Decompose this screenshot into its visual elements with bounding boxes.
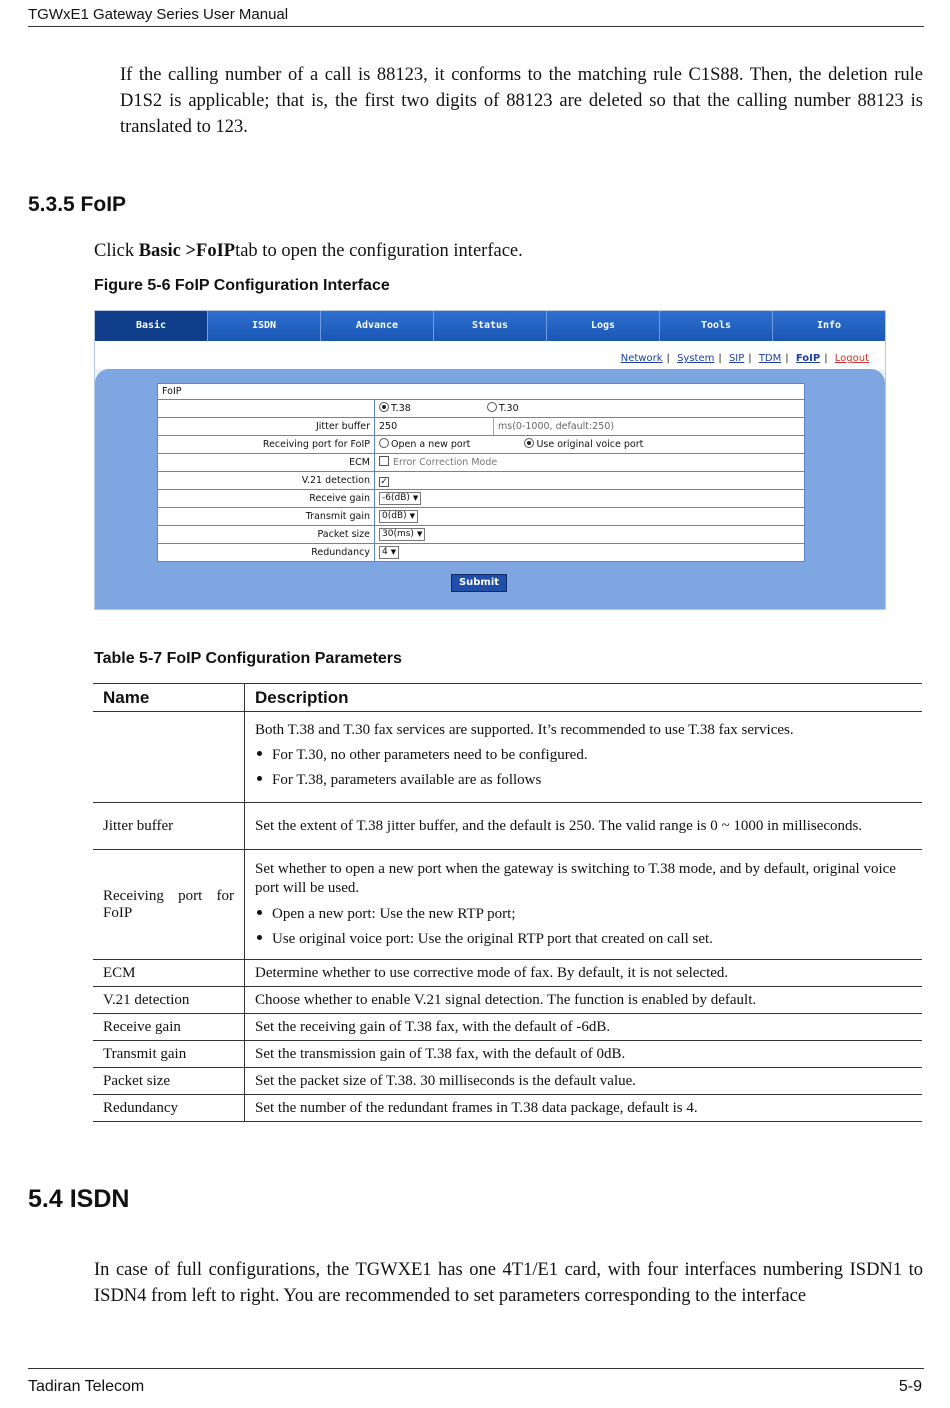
param-desc: Set the number of the redundant frames in T.38 data package, default is 4. [245, 1095, 923, 1122]
param-desc-bullet: Use original voice port: Use the original RTP port that created on call set. [272, 930, 713, 947]
chevron-down-icon: ▼ [390, 548, 397, 556]
sublink-network[interactable]: Network [620, 353, 663, 364]
param-desc: Set whether to open a new port when the gateway is switching to T.38 mode, and by default, original voice port will be used. [255, 860, 896, 896]
footer-company: Tadiran Telecom [28, 1378, 145, 1395]
t38-label: T.38 [391, 403, 411, 414]
param-desc: Set the receiving gain of T.38 fax, with the default of -6dB. [245, 1014, 923, 1041]
section-heading-isdn: 5.4 ISDN [28, 1185, 130, 1213]
table-row [93, 1041, 922, 1068]
tab-advance[interactable]: Advance [321, 311, 434, 341]
param-name: Jitter buffer [93, 803, 245, 850]
foip-config-screenshot [94, 310, 886, 610]
packet-size-row [158, 526, 804, 544]
foip-box-title: FoIP [158, 384, 804, 400]
open-new-port-radio[interactable] [379, 438, 389, 448]
packet-size-select[interactable]: 30(ms) ▼ [379, 528, 425, 541]
table-row [93, 1014, 922, 1041]
section-heading-foip: 5.3.5 FoIP [28, 193, 127, 216]
isdn-paragraph: In case of full configurations, the TGWXE1 has one 4T1/E1 card, with four interfaces numbering ISDN1 to ISDN4 from left to right. You are recommended to set parameters corresponding to the interface [94, 1260, 923, 1306]
param-name: V.21 detection [93, 987, 245, 1014]
param-desc: Set the packet size of T.38. 30 milliseconds is the default value. [245, 1068, 923, 1095]
submit-button[interactable]: Submit [451, 574, 507, 592]
bullet-icon [257, 935, 262, 940]
v21-row [158, 472, 804, 490]
transmit-gain-label: Transmit gain [158, 508, 375, 525]
tab-logs[interactable]: Logs [547, 311, 660, 341]
open-new-port-label: Open a new port [391, 439, 471, 450]
use-original-port-radio[interactable] [524, 438, 534, 448]
tab-tools[interactable]: Tools [660, 311, 773, 341]
redundancy-select[interactable]: 4 ▼ [379, 546, 399, 559]
content-panel [95, 369, 885, 609]
param-name: Receiving port for FoIP [93, 850, 245, 960]
instruction-prefix: Click [94, 241, 139, 261]
param-desc-bullet: Open a new port: Use the new RTP port; [272, 905, 516, 922]
t30-radio[interactable] [487, 402, 497, 412]
intro-paragraph: If the calling number of a call is 88123, it conforms to the matching rule C1S88. Then, the deletion rule D1S2 is applicable; that is, the first two digits of 88123 are deleted so that the calling number 88123 is translated to 123. [120, 65, 923, 137]
instruction-paragraph [94, 238, 914, 264]
receiving-port-label: Receiving port for FoIP [158, 436, 375, 453]
table-row [93, 987, 922, 1014]
footer-rule [28, 1368, 924, 1369]
bullet-icon [257, 751, 262, 756]
tab-isdn[interactable]: ISDN [208, 311, 321, 341]
table-header-row [93, 684, 922, 712]
sub-nav-links [621, 353, 869, 364]
param-desc-bullet: For T.38, parameters available are as follows [272, 771, 542, 788]
foip-parameters-table [93, 683, 922, 1122]
jitter-buffer-row [158, 418, 804, 436]
t30-label: T.30 [498, 403, 519, 414]
sublink-separator: | [748, 353, 752, 364]
t38-radio[interactable] [379, 402, 389, 412]
instruction-path: Basic >FoIP [138, 241, 236, 261]
sublink-sip[interactable]: SIP [728, 353, 745, 364]
bullet-icon [257, 910, 262, 915]
redundancy-row [158, 544, 804, 561]
top-nav-bar [95, 311, 885, 341]
transmit-gain-select[interactable]: 0(dB) ▼ [379, 510, 418, 523]
chevron-down-icon: ▼ [416, 530, 423, 538]
receive-gain-row [158, 490, 804, 508]
receive-gain-select[interactable]: -6(dB) ▼ [379, 492, 421, 505]
param-name: Receive gain [93, 1014, 245, 1041]
table-row [93, 850, 922, 960]
tab-status[interactable]: Status [434, 311, 547, 341]
packet-size-label: Packet size [158, 526, 375, 543]
table-row [93, 1068, 922, 1095]
receive-gain-label: Receive gain [158, 490, 375, 507]
v21-checkbox[interactable]: ✓ [380, 477, 388, 487]
sublink-system[interactable]: System [677, 353, 715, 364]
jitter-buffer-input[interactable]: 250 [379, 418, 494, 435]
ecm-checkbox[interactable] [379, 456, 389, 466]
param-name: Transmit gain [93, 1041, 245, 1068]
transmit-gain-row [158, 508, 804, 526]
figure-caption: Figure 5-6 FoIP Configuration Interface [94, 277, 390, 294]
use-original-port-label: Use original voice port [536, 439, 644, 450]
sublink-logout[interactable]: Logout [834, 353, 869, 364]
table-row [93, 803, 922, 850]
instruction-suffix: tab to open the configuration interface. [235, 241, 523, 261]
sublink-separator: | [718, 353, 722, 364]
jitter-buffer-label: Jitter buffer [158, 418, 375, 435]
page-number: 5-9 [898, 1378, 922, 1395]
sub-nav-bar [95, 341, 885, 369]
param-name: Redundancy [93, 1095, 245, 1122]
column-header-name: Name [93, 684, 245, 712]
table-row [93, 960, 922, 987]
param-desc: Set the transmission gain of T.38 fax, with the default of 0dB. [245, 1041, 923, 1068]
param-desc: Choose whether to enable V.21 signal detection. The function is enabled by default. [245, 987, 923, 1014]
ecm-row [158, 454, 804, 472]
fax-mode-row [158, 400, 804, 418]
tab-info[interactable]: Info [816, 320, 842, 331]
sublink-tdm[interactable]: TDM [758, 353, 782, 364]
chevron-down-icon: ▼ [409, 512, 416, 520]
bullet-icon [257, 776, 262, 781]
ecm-label: ECM [158, 454, 375, 471]
header-rule [28, 26, 924, 27]
table-caption: Table 5-7 FoIP Configuration Parameters [94, 650, 402, 667]
param-name [93, 712, 245, 803]
param-desc: Both T.38 and T.30 fax services are supported. It’s recommended to use T.38 fax services. [255, 721, 794, 738]
table-row [93, 712, 922, 803]
ecm-text: Error Correction Mode [393, 457, 498, 468]
receiving-port-row [158, 436, 804, 454]
table-row [93, 1095, 922, 1122]
sublink-foip[interactable]: FoIP [795, 353, 821, 364]
param-desc: Determine whether to use corrective mode of fax. By default, it is not selected. [245, 960, 923, 987]
tab-basic[interactable]: Basic [95, 311, 208, 341]
column-header-description: Description [245, 684, 923, 712]
sublink-separator: | [666, 353, 670, 364]
param-desc-bullet: For T.30, no other parameters need to be configured. [272, 746, 588, 763]
param-name: ECM [93, 960, 245, 987]
chevron-down-icon: ▼ [412, 494, 419, 502]
sublink-separator: | [824, 353, 828, 364]
jitter-buffer-hint: ms(0-1000, default:250) [498, 421, 615, 432]
redundancy-label: Redundancy [158, 544, 375, 561]
param-desc: Set the extent of T.38 jitter buffer, and the default is 250. The valid range is 0 ~ 1000 in milliseconds. [245, 803, 923, 850]
sublink-separator: | [785, 353, 789, 364]
v21-label: V.21 detection [158, 472, 375, 489]
foip-settings-box [157, 383, 805, 562]
running-header: TGWxE1 Gateway Series User Manual [28, 6, 289, 23]
param-name: Packet size [93, 1068, 245, 1095]
